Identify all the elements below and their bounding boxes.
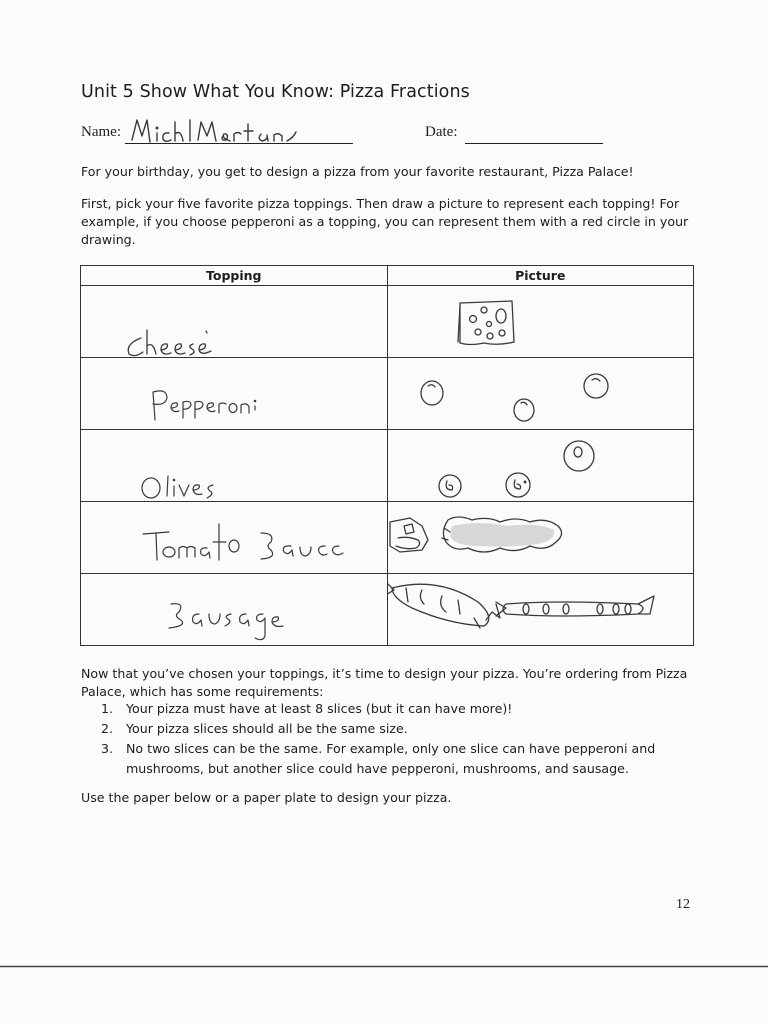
date-label: Date: xyxy=(425,124,458,140)
handwritten-olives xyxy=(81,430,387,501)
table-row xyxy=(81,358,694,430)
handwritten-sausage xyxy=(81,574,387,645)
table-row xyxy=(81,286,694,358)
sausage-drawing xyxy=(388,574,694,645)
list-text: No two slices can be the same. For example, only one slice can have pepperoni and mushrooms, but another slice could have pepperoni, mushrooms, and sausage. xyxy=(126,741,656,776)
table-row xyxy=(81,574,694,646)
table-row xyxy=(81,430,694,502)
topping-table xyxy=(80,265,694,645)
worksheet-title: Unit 5 Show What You Know: Pizza Fractions xyxy=(81,82,470,102)
picture-cell-olives[interactable] xyxy=(387,430,694,502)
handwritten-tomato-sauce xyxy=(81,502,387,573)
page-number: 12 xyxy=(676,897,690,912)
list-number: 3. xyxy=(101,741,114,756)
picture-cell-tomato-sauce[interactable] xyxy=(387,502,694,574)
list-number: 1. xyxy=(101,701,114,716)
list-text: Your pizza must have at least 8 slices (but it can have more)! xyxy=(126,701,513,716)
olives-drawing xyxy=(388,430,694,501)
list-text: Your pizza slices should all be the same size. xyxy=(126,721,408,736)
intro-text: For your birthday, you get to design a pizza from your favorite restaurant, Pizza Palace! xyxy=(81,164,634,179)
date-field[interactable] xyxy=(465,143,603,144)
topping-header: Topping xyxy=(81,266,388,286)
requirements-list xyxy=(101,699,701,779)
table-row xyxy=(81,502,694,574)
instructions-text: First, pick your five favorite pizza toppings. Then draw a picture to represent each topping! For example, if you choose pepperoni as a topping, you can represent them with a red circle in your drawing. xyxy=(81,196,689,247)
picture-cell-pepperoni[interactable] xyxy=(387,358,694,430)
handwritten-cheese xyxy=(81,286,387,357)
handwritten-pepperoni xyxy=(81,358,387,429)
name-label: Name: xyxy=(81,124,121,140)
topping-cell-cheese[interactable] xyxy=(81,286,388,358)
pepperoni-drawing xyxy=(388,358,694,429)
cheese-drawing xyxy=(388,286,694,357)
picture-cell-sausage[interactable] xyxy=(387,574,694,646)
closing-text: Use the paper below or a paper plate to design your pizza. xyxy=(81,790,452,805)
picture-cell-cheese[interactable] xyxy=(387,286,694,358)
page-divider xyxy=(0,965,768,968)
list-item xyxy=(101,739,701,779)
list-number: 2. xyxy=(101,721,114,736)
list-item xyxy=(101,699,701,719)
topping-cell-tomato-sauce[interactable] xyxy=(81,502,388,574)
topping-cell-pepperoni[interactable] xyxy=(81,358,388,430)
topping-cell-olives[interactable] xyxy=(81,430,388,502)
name-handwriting xyxy=(128,114,298,146)
list-item xyxy=(101,719,701,739)
topping-cell-sausage[interactable] xyxy=(81,574,388,646)
picture-header: Picture xyxy=(387,266,694,286)
tomato-sauce-drawing xyxy=(388,502,694,573)
table-header-row xyxy=(81,266,694,286)
requirements-intro: Now that you’ve chosen your toppings, it’s time to design your pizza. You’re ordering from Pizza Palace, which has some requirements: xyxy=(81,666,688,699)
